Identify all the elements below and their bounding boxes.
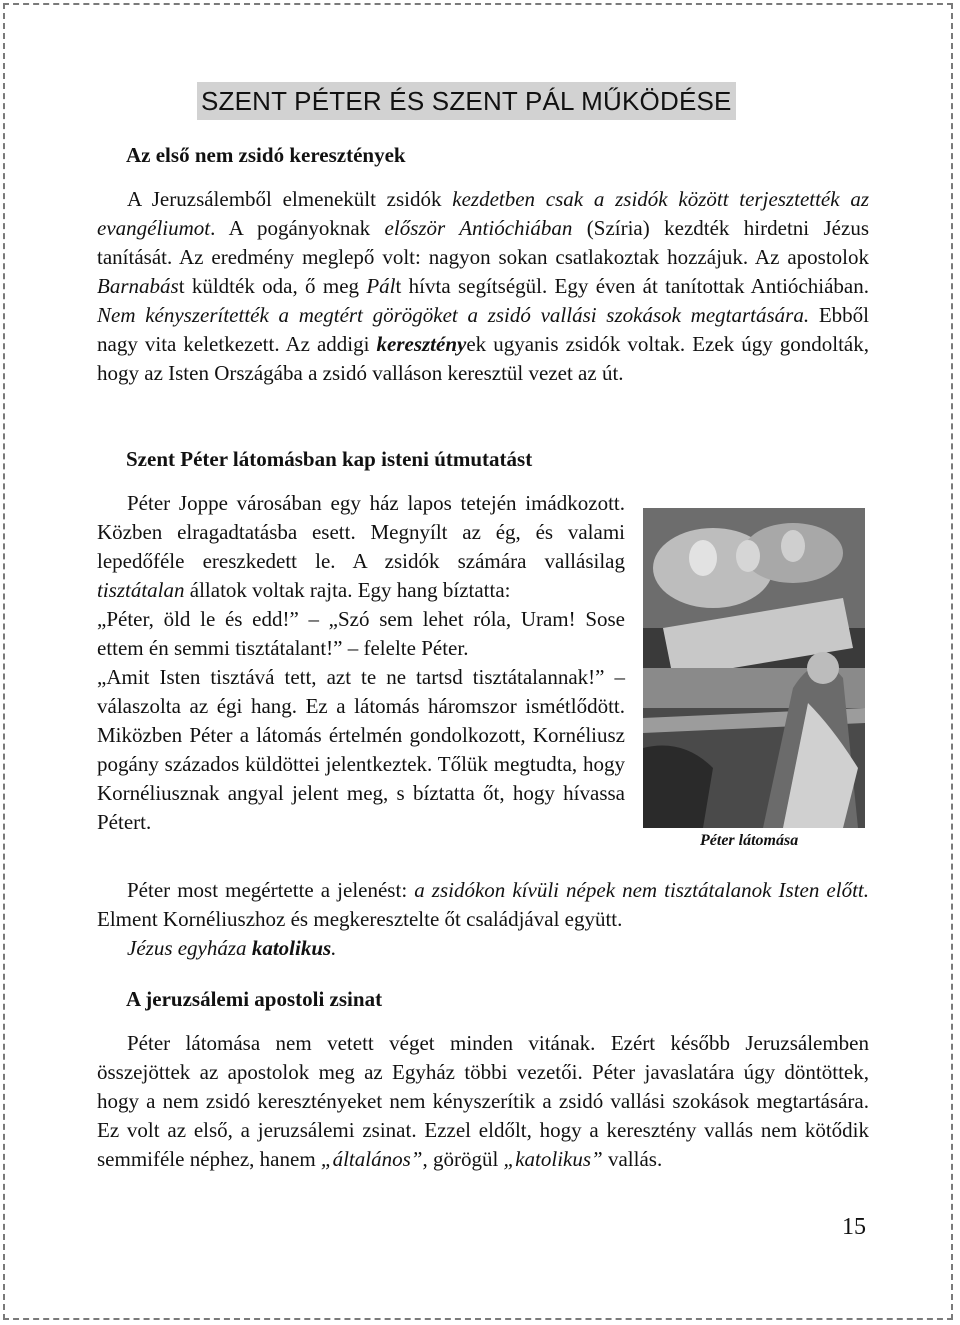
emphasis-run: katolikus: [251, 936, 332, 960]
section-heading-first-gentile-christians: Az első nem zsidó keresztények: [126, 143, 406, 167]
text-run: . A pogányoknak: [210, 216, 385, 240]
italic-run: Jézus egyháza: [127, 936, 252, 960]
text-run: Péter most megértette a jelenést:: [127, 878, 415, 902]
section2-column: [97, 489, 625, 837]
section-heading-peter-vision: Szent Péter látomásban kap isteni útmutatást: [126, 447, 533, 471]
italic-run: tisztátalan: [97, 578, 185, 602]
italic-run: Pál: [366, 274, 396, 298]
text-run: Elment Kornéliuszhoz és megkeresztelte őt családjával együtt.: [97, 907, 623, 931]
dialogue-line: „Amit Isten tisztává tett, azt te ne tartsd tisztátalannak!” – válaszolta az égi hang. Ez a látomás háromszor ismétlődött. Miközben Péter a látomás értelmén gondolkozott, Kornéliusz pogány százados küldöttei jelentkeztek. Tőlük megtudta, hogy Kornéliusznak angyal jelent meg, s bíztatta őt, hogy hívassa Pétert.: [97, 665, 625, 834]
italic-run: Nem kényszerítették a megtért görögöket a zsidó vallási szokások megtartására.: [97, 303, 810, 327]
text-run: t küldték oda, ő meg: [178, 274, 367, 298]
figure-caption: Péter látomása: [700, 832, 799, 849]
italic-run: kezdetben csak a zsidók között terjesztették az evangéliumot: [97, 187, 869, 240]
italic-run: Barnabás: [97, 274, 179, 298]
dialogue-line: „Péter, öld le és edd!” – „Szó sem lehet róla, Uram! Sose ettem én semmi tisztátalant!” – felelte Péter.: [97, 607, 625, 660]
section-heading-jerusalem-council: A jeruzsálemi apostoli zsinat: [126, 987, 383, 1011]
emphasis-run: keresztény: [376, 332, 467, 356]
illustration-image: [643, 508, 865, 828]
text-run: A Jeruzsálemből elmenekült zsidók: [127, 187, 453, 211]
text-run: vallás.: [602, 1147, 663, 1171]
text-run: t hívta segítségül. Egy éven át tanítottak Antióchiában.: [395, 274, 869, 298]
italic-run: „katolikus”: [503, 1147, 603, 1171]
italic-run: „általános”: [320, 1147, 423, 1171]
text-run: , görögül: [422, 1147, 504, 1171]
italic-run: a zsidókon kívüli népek nem tisztátalanok Isten előtt.: [414, 878, 869, 902]
page-number: 15: [842, 1214, 866, 1240]
page-title: SZENT PÉTER ÉS SZENT PÁL MŰKÖDÉSE: [197, 82, 736, 120]
italic-run: először Antióchiában: [384, 216, 573, 240]
text-run: Péter látomása nem vetett véget minden vitának. Ezért később Jeruzsálemben összejöttek az apostolok meg az Egyház többi vezetői. Péter javaslatára úgy döntöttek, hogy a nem zsidó keresztényeket nem kényszerítik a zsidó vallási szokások megtartására. Ez volt az első, a jeruzsálemi zsinat. Ezzel eldőlt, hogy a keresztény vallás nem kötődik semmiféle néphez, hanem: [97, 1031, 869, 1171]
text-run: ek ugyanis zsidók voltak. Ezek úgy gondolták, hogy az Isten Országába a zsidó valláson keresztül vezet az út.: [97, 332, 869, 385]
text-run: Ebből nagy vita keletkezett. Az addigi: [97, 303, 869, 356]
text-run: (Szíria) kezdték hirdetni Jézus tanítását. Az eredmény meglepő volt: nagyon sokan csatlakoztak hozzájuk. Az apostolok: [97, 216, 869, 269]
section1-paragraph: [97, 185, 869, 388]
illustration-peter-vision: [643, 508, 865, 828]
section3-paragraph: [97, 1029, 869, 1174]
text-run: állatok voltak rajta. Egy hang bíztatta:: [184, 578, 511, 602]
italic-run: .: [331, 936, 337, 960]
text-run: Péter Joppe városában egy ház lapos tetején imádkozott. Közben elragadtatásba esett. Megnyílt az ég, és valami lepedőféle ereszkedett le. A zsidók számára vallásilag: [97, 491, 625, 573]
section2-paragraph-wide: [97, 876, 869, 963]
